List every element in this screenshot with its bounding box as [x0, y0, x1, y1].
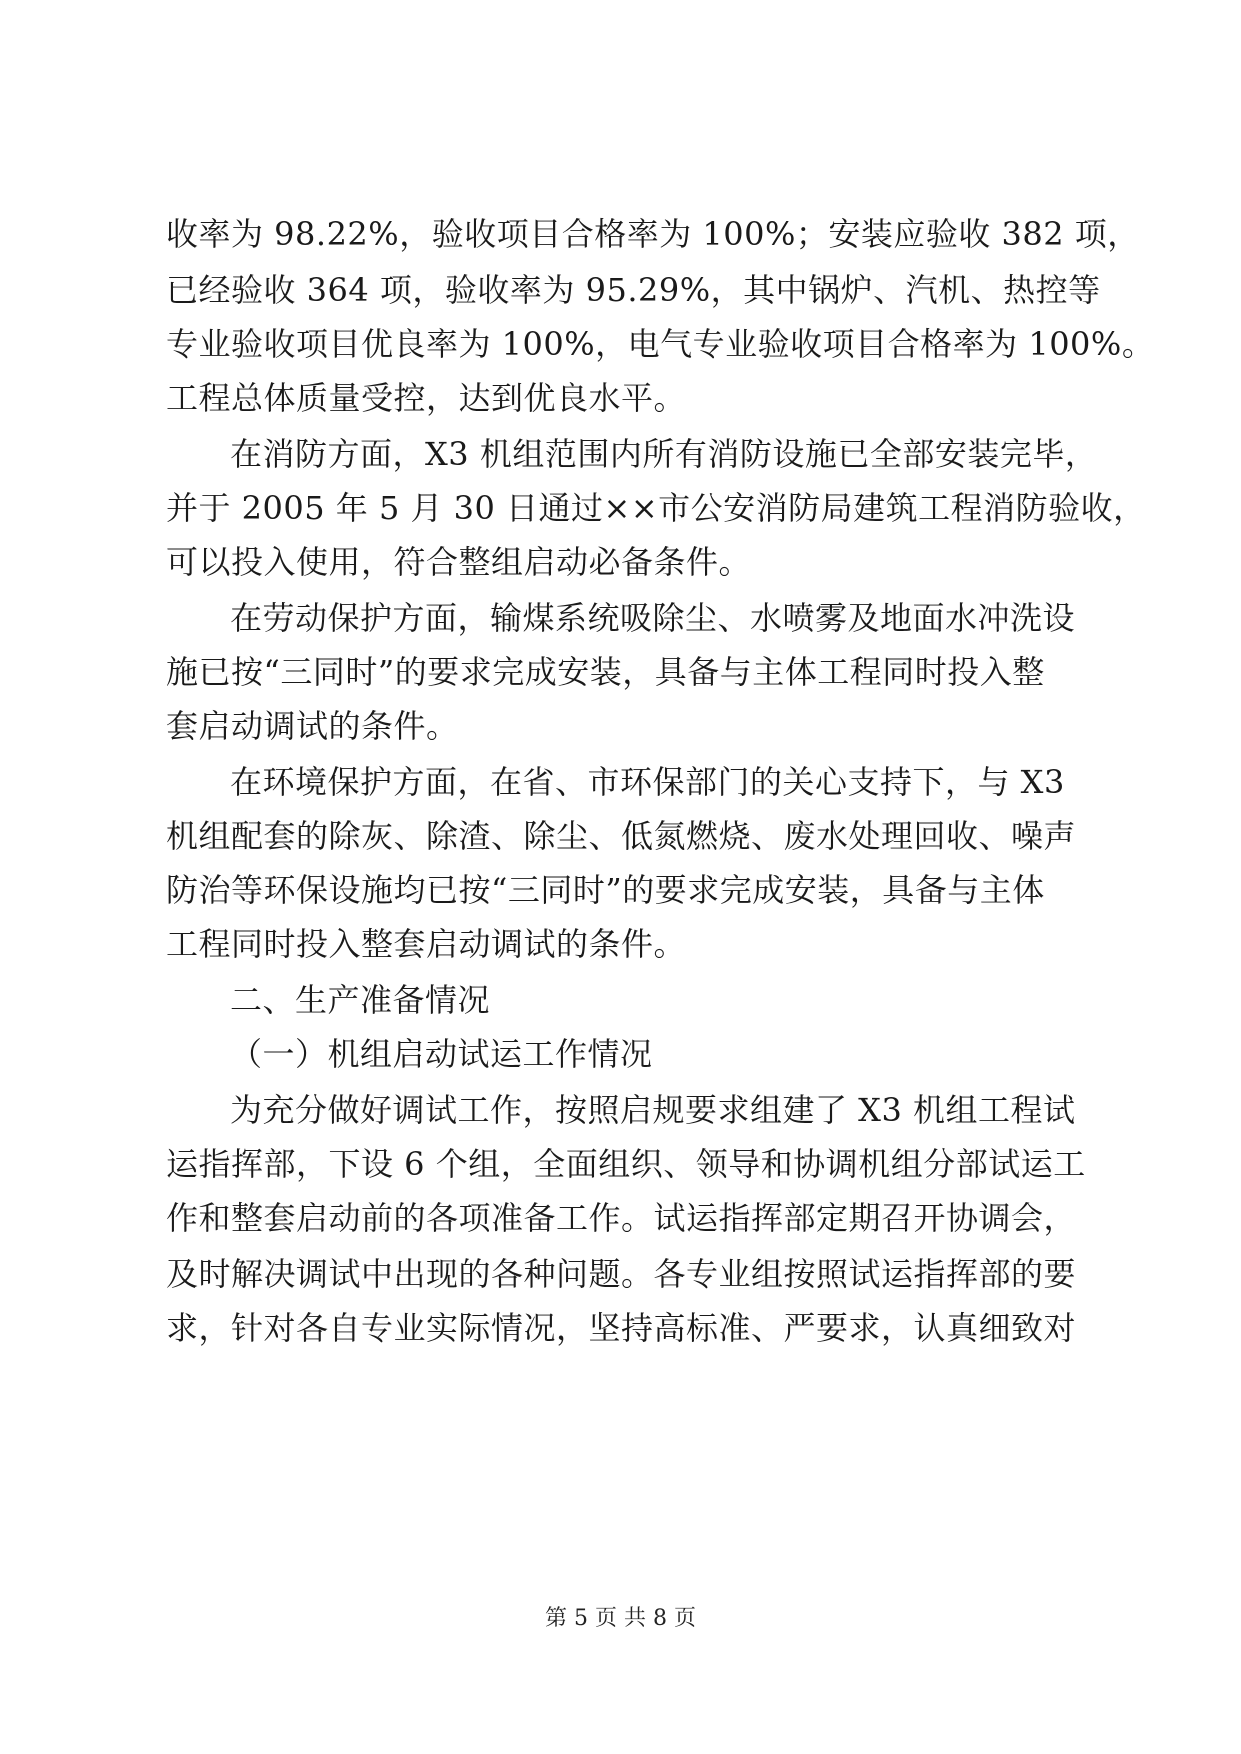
- text-line: 可以投入使用，符合整组启动必备条件。: [166, 543, 752, 581]
- text-line: 施已按“三同时”的要求完成安装，具备与主体工程同时投入整: [166, 653, 1045, 691]
- paragraph-start-line: 在劳动保护方面，输煤系统吸除尘、水喷雾及地面水冲洗设: [230, 599, 1076, 637]
- text-line: 求，针对各自专业实际情况，坚持高标准、严要求，认真细致对: [166, 1309, 1077, 1347]
- text-line: 及时解决调试中出现的各种问题。各专业组按照试运指挥部的要: [166, 1255, 1077, 1293]
- text-line: 工程总体质量受控，达到优良水平。: [166, 379, 687, 417]
- text-line: 机组配套的除灰、除渣、除尘、低氮燃烧、废水处理回收、噪声: [166, 817, 1077, 855]
- text-line: 并于 2005 年 5 月 30 日通过××市公安消防局建筑工程消防验收，: [166, 489, 1146, 527]
- text-line: 已经验收 364 项，验收率为 95.29%，其中锅炉、汽机、热控等: [166, 271, 1101, 309]
- text-line: 运指挥部，下设 6 个组，全面组织、领导和协调机组分部试运工: [166, 1145, 1086, 1183]
- text-line: 作和整套启动前的各项准备工作。试运指挥部定期召开协调会，: [166, 1199, 1077, 1237]
- text-line: 套启动调试的条件。: [166, 707, 459, 745]
- paragraph-start-line: 为充分做好调试工作，按照启规要求组建了 X3 机组工程试: [230, 1091, 1076, 1129]
- paragraph-start-line: 在消防方面，X3 机组范围内所有消防设施已全部安装完毕，: [230, 435, 1098, 473]
- text-line: 防治等环保设施均已按“三同时”的要求完成安装，具备与主体: [166, 871, 1045, 909]
- page-number-footer: 第 5 页 共 8 页: [545, 1606, 696, 1631]
- text-line: 工程同时投入整套启动调试的条件。: [166, 925, 687, 963]
- subsection-heading: （一）机组启动试运工作情况: [230, 1035, 653, 1073]
- paragraph-start-line: 在环境保护方面，在省、市环保部门的关心支持下，与 X3: [230, 763, 1065, 801]
- text-line: 专业验收项目优良率为 100%，电气专业验收项目合格率为 100%。: [166, 325, 1155, 363]
- text-line: 收率为 98.22%，验收项目合格率为 100%；安装应验收 382 项，: [166, 215, 1140, 253]
- section-heading: 二、生产准备情况: [230, 981, 491, 1019]
